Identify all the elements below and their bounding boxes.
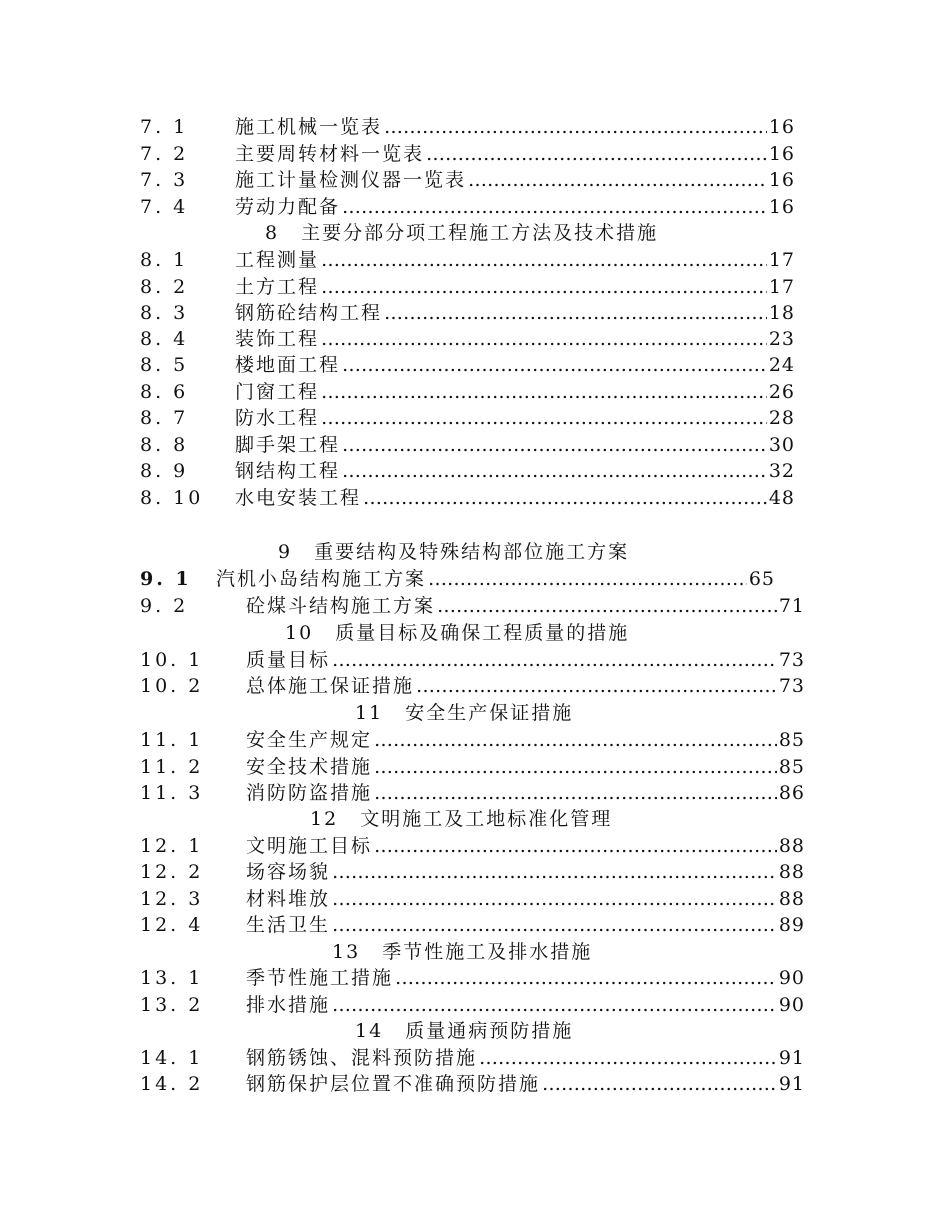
leader-dots bbox=[321, 247, 767, 273]
entry-page: 17 bbox=[768, 249, 795, 271]
entry-title: 消防防盗措施 bbox=[246, 782, 373, 804]
toc-entry[interactable] bbox=[140, 379, 795, 405]
entry-number: 8. 4 bbox=[140, 328, 189, 350]
entry-page: 88 bbox=[778, 835, 805, 857]
heading-title: 季节性施工及排水措施 bbox=[382, 941, 593, 963]
toc-entry[interactable] bbox=[140, 458, 795, 484]
section-heading[interactable] bbox=[285, 620, 629, 646]
entry-number: 9. 2 bbox=[140, 595, 189, 617]
leader-dots bbox=[332, 859, 777, 885]
entry-page: 16 bbox=[768, 169, 795, 191]
entry-number: 13. 2 bbox=[140, 994, 204, 1016]
heading-title: 主要分部分项工程施工方法及技术措施 bbox=[301, 222, 659, 244]
entry-title: 防水工程 bbox=[235, 407, 320, 429]
leader-dots bbox=[395, 965, 777, 991]
leader-dots bbox=[321, 326, 767, 352]
toc-entry[interactable] bbox=[140, 167, 795, 193]
toc-entry[interactable] bbox=[140, 274, 795, 300]
entry-number: 11. 3 bbox=[140, 782, 204, 804]
toc-entry[interactable] bbox=[140, 593, 805, 619]
entry-page: 90 bbox=[778, 967, 805, 989]
leader-dots bbox=[342, 432, 767, 458]
entry-number: 8. 8 bbox=[140, 434, 189, 456]
toc-entry[interactable] bbox=[140, 965, 805, 991]
entry-number: 11. 1 bbox=[140, 729, 204, 751]
leader-dots bbox=[468, 167, 767, 193]
entry-title: 水电安装工程 bbox=[235, 487, 362, 509]
leader-dots bbox=[363, 485, 767, 511]
entry-title: 门窗工程 bbox=[235, 381, 320, 403]
leader-dots bbox=[428, 566, 747, 592]
entry-number: 8. 1 bbox=[140, 249, 189, 271]
entry-number: 8. 9 bbox=[140, 460, 189, 482]
entry-page: 18 bbox=[768, 302, 795, 324]
toc-entry[interactable] bbox=[140, 194, 795, 220]
heading-number: 14 bbox=[355, 1020, 384, 1042]
leader-dots bbox=[332, 992, 777, 1018]
leader-dots bbox=[321, 405, 767, 431]
leader-dots bbox=[332, 886, 777, 912]
entry-page: 65 bbox=[748, 568, 775, 590]
entry-number: 13. 1 bbox=[140, 967, 204, 989]
toc-entry[interactable] bbox=[140, 754, 805, 780]
entry-page: 16 bbox=[768, 196, 795, 218]
leader-dots bbox=[374, 833, 777, 859]
entry-page: 91 bbox=[778, 1047, 805, 1069]
entry-title: 土方工程 bbox=[235, 276, 320, 298]
leader-dots bbox=[321, 379, 767, 405]
heading-title: 质量通病预防措施 bbox=[405, 1020, 574, 1042]
entry-number: 8. 3 bbox=[140, 302, 189, 324]
entry-page: 16 bbox=[768, 143, 795, 165]
entry-title: 质量目标 bbox=[246, 649, 331, 671]
entry-title: 钢筋锈蚀、混料预防措施 bbox=[246, 1047, 478, 1069]
entry-page: 90 bbox=[778, 994, 805, 1016]
entry-number: 12. 4 bbox=[140, 914, 204, 936]
entry-title: 主要周转材料一览表 bbox=[235, 143, 425, 165]
entry-page: 88 bbox=[778, 888, 805, 910]
entry-page: 85 bbox=[778, 729, 805, 751]
entry-title: 安全生产规定 bbox=[246, 729, 373, 751]
entry-title: 文明施工目标 bbox=[246, 835, 373, 857]
entry-page: 28 bbox=[768, 407, 795, 429]
entry-number: 8. 5 bbox=[140, 354, 189, 376]
entry-title: 施工机械一览表 bbox=[235, 116, 383, 138]
section-heading[interactable] bbox=[278, 539, 629, 565]
entry-title: 装饰工程 bbox=[235, 328, 320, 350]
toc-entry[interactable] bbox=[140, 432, 795, 458]
entry-number: 8. 6 bbox=[140, 381, 189, 403]
entry-page: 26 bbox=[768, 381, 795, 403]
leader-dots bbox=[479, 1045, 777, 1071]
entry-title: 排水措施 bbox=[246, 994, 331, 1016]
entry-page: 30 bbox=[768, 434, 795, 456]
entry-page: 73 bbox=[778, 649, 805, 671]
entry-number: 9. 1 bbox=[140, 568, 192, 590]
heading-number: 13 bbox=[332, 941, 361, 963]
entry-title: 生活卫生 bbox=[246, 914, 331, 936]
toc-entry[interactable] bbox=[140, 647, 805, 673]
entry-number: 7. 2 bbox=[140, 143, 189, 165]
entry-number: 10. 2 bbox=[140, 675, 204, 697]
entry-title: 工程测量 bbox=[235, 249, 320, 271]
toc-entry[interactable] bbox=[140, 1045, 805, 1071]
toc-entry[interactable] bbox=[140, 992, 805, 1018]
entry-title: 钢筋保护层位置不准确预防措施 bbox=[246, 1073, 541, 1095]
heading-number: 9 bbox=[278, 541, 293, 563]
leader-dots bbox=[384, 300, 767, 326]
entry-title: 脚手架工程 bbox=[235, 434, 341, 456]
entry-number: 14. 1 bbox=[140, 1047, 204, 1069]
heading-title: 重要结构及特殊结构部位施工方案 bbox=[314, 541, 630, 563]
section-heading[interactable] bbox=[265, 220, 658, 246]
entry-title: 钢筋砼结构工程 bbox=[235, 302, 383, 324]
entry-title: 安全技术措施 bbox=[246, 756, 373, 778]
section-heading[interactable] bbox=[355, 700, 573, 726]
leader-dots bbox=[321, 274, 767, 300]
entry-number: 11. 2 bbox=[140, 756, 204, 778]
leader-dots bbox=[374, 780, 777, 806]
entry-title: 楼地面工程 bbox=[235, 354, 341, 376]
entry-title: 砼煤斗结构施工方案 bbox=[246, 595, 436, 617]
entry-number: 8. 10 bbox=[140, 487, 204, 509]
leader-dots bbox=[426, 141, 767, 167]
entry-title: 总体施工保证措施 bbox=[246, 675, 415, 697]
heading-title: 安全生产保证措施 bbox=[405, 702, 574, 724]
heading-number: 12 bbox=[310, 808, 339, 830]
entry-number: 14. 2 bbox=[140, 1073, 204, 1095]
entry-number: 7. 1 bbox=[140, 116, 189, 138]
toc-entry[interactable] bbox=[140, 780, 805, 806]
toc-entry[interactable] bbox=[140, 485, 795, 511]
entry-number: 12. 1 bbox=[140, 835, 204, 857]
entry-title: 钢结构工程 bbox=[235, 460, 341, 482]
entry-page: 88 bbox=[778, 861, 805, 883]
heading-title: 质量目标及确保工程质量的措施 bbox=[335, 622, 630, 644]
toc-entry[interactable] bbox=[140, 727, 805, 753]
leader-dots bbox=[416, 673, 777, 699]
entry-page: 24 bbox=[768, 354, 795, 376]
entry-number: 12. 2 bbox=[140, 861, 204, 883]
toc-entry[interactable] bbox=[140, 1071, 805, 1097]
heading-number: 8 bbox=[265, 222, 280, 244]
leader-dots bbox=[332, 647, 777, 673]
entry-title: 施工计量检测仪器一览表 bbox=[235, 169, 467, 191]
toc-entry[interactable] bbox=[140, 886, 805, 912]
leader-dots bbox=[332, 912, 777, 938]
toc-entry[interactable] bbox=[140, 141, 795, 167]
toc-entry[interactable] bbox=[140, 300, 795, 326]
leader-dots bbox=[374, 727, 777, 753]
toc-entry[interactable] bbox=[140, 114, 795, 140]
entry-page: 91 bbox=[778, 1073, 805, 1095]
entry-page: 73 bbox=[778, 675, 805, 697]
toc-entry[interactable] bbox=[140, 859, 805, 885]
heading-number: 10 bbox=[285, 622, 314, 644]
toc-entry[interactable] bbox=[140, 833, 805, 859]
leader-dots bbox=[342, 458, 767, 484]
entry-page: 71 bbox=[778, 595, 805, 617]
toc-entry[interactable] bbox=[140, 352, 795, 378]
leader-dots bbox=[542, 1071, 777, 1097]
entry-title: 汽机小岛结构施工方案 bbox=[216, 568, 427, 590]
toc-entry[interactable] bbox=[140, 247, 795, 273]
entry-number: 8. 7 bbox=[140, 407, 189, 429]
entry-title: 场容场貌 bbox=[246, 861, 331, 883]
entry-page: 17 bbox=[768, 276, 795, 298]
section-heading[interactable] bbox=[332, 939, 592, 965]
leader-dots bbox=[342, 352, 767, 378]
toc-entry[interactable] bbox=[140, 326, 795, 352]
entry-page: 32 bbox=[768, 460, 795, 482]
entry-title: 季节性施工措施 bbox=[246, 967, 394, 989]
section-heading[interactable] bbox=[355, 1018, 573, 1044]
leader-dots bbox=[437, 593, 777, 619]
entry-number: 7. 3 bbox=[140, 169, 189, 191]
entry-number: 10. 1 bbox=[140, 649, 204, 671]
section-heading[interactable] bbox=[310, 806, 612, 832]
entry-page: 85 bbox=[778, 756, 805, 778]
entry-number: 7. 4 bbox=[140, 196, 189, 218]
entry-title: 材料堆放 bbox=[246, 888, 331, 910]
entry-page: 23 bbox=[768, 328, 795, 350]
entry-page: 86 bbox=[778, 782, 805, 804]
toc-entry[interactable] bbox=[140, 405, 795, 431]
leader-dots bbox=[342, 194, 767, 220]
toc-entry[interactable] bbox=[140, 912, 805, 938]
toc-entry[interactable] bbox=[140, 673, 805, 699]
leader-dots bbox=[374, 754, 777, 780]
leader-dots bbox=[384, 114, 767, 140]
entry-page: 89 bbox=[778, 914, 805, 936]
toc-entry[interactable] bbox=[140, 566, 775, 592]
entry-title: 劳动力配备 bbox=[235, 196, 341, 218]
heading-title: 文明施工及工地标准化管理 bbox=[360, 808, 613, 830]
entry-number: 8. 2 bbox=[140, 276, 189, 298]
entry-page: 16 bbox=[768, 116, 795, 138]
entry-page: 48 bbox=[768, 487, 795, 509]
entry-number: 12. 3 bbox=[140, 888, 204, 910]
heading-number: 11 bbox=[355, 702, 384, 724]
